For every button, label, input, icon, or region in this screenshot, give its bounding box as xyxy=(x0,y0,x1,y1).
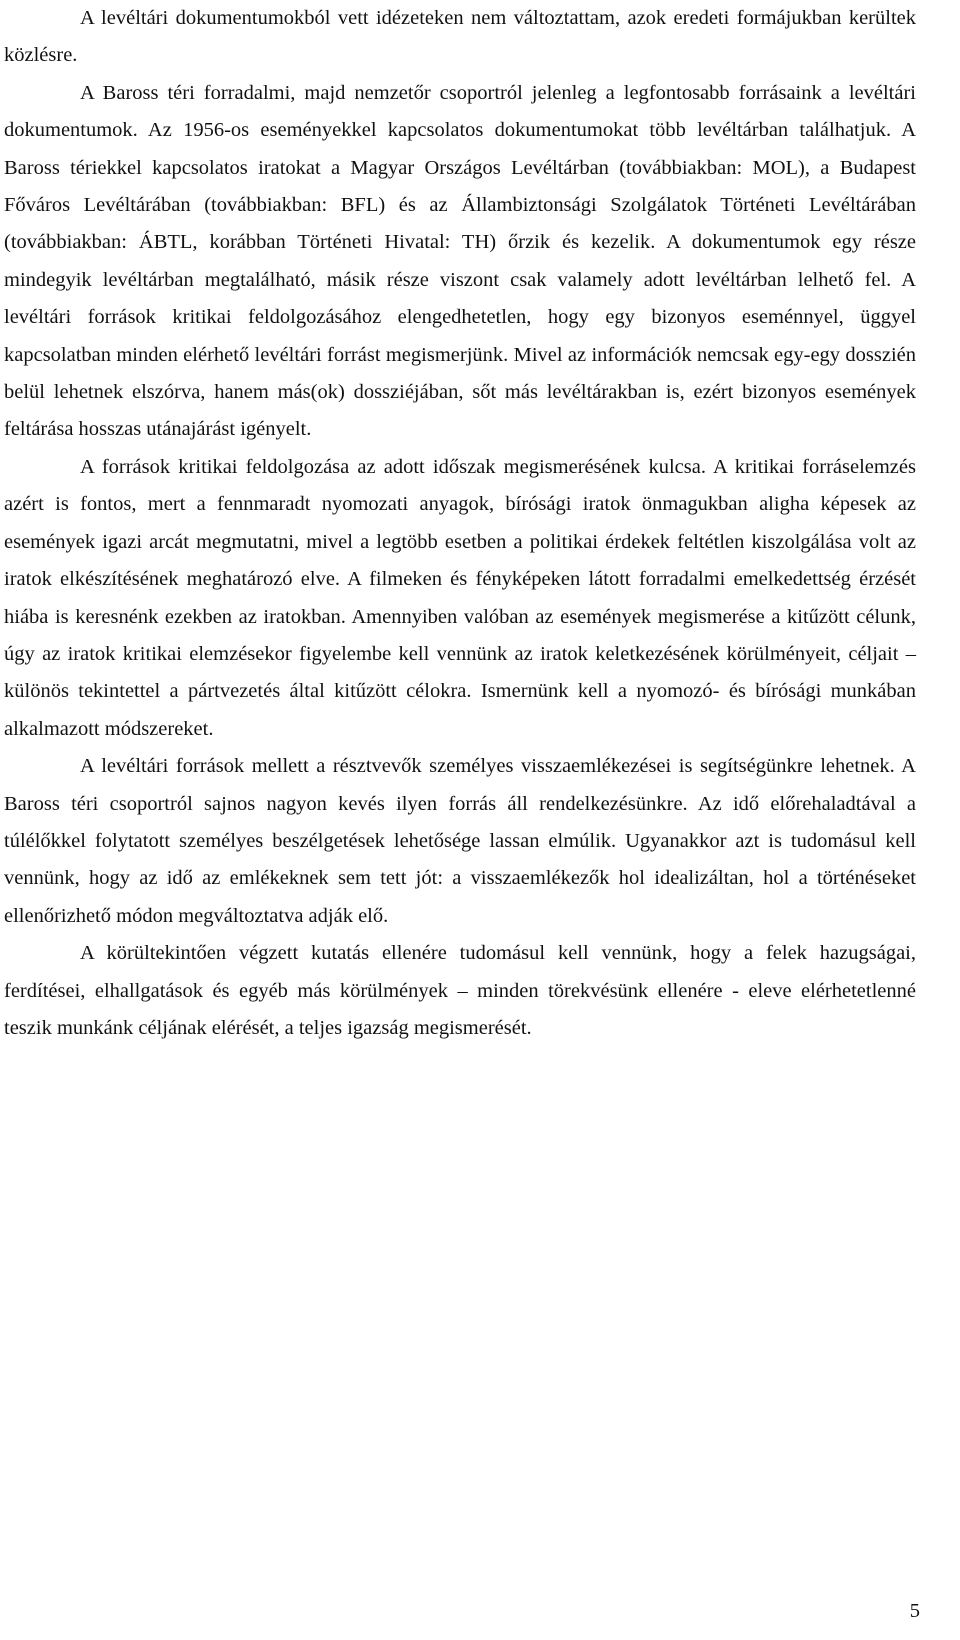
paragraph-3: A források kritikai feldolgozása az adott időszak megismerésének kulcsa. A kritikai forráselemzés azért is fontos, mert a fennmaradt nyomozati anyagok, bírósági iratok önmagukban aligha képesek az események igazi arcát megmutatni, mivel a legtöbb esetben a politikai érdekek feltétlen kiszolgálása volt az iratok elkészítésének meghatározó elve. A filmeken és fényképeken látott forradalmi emelkedettség érzését hiába is keresnénk ezekben az iratokban. Amennyiben valóban az események megismerése a kitűzött célunk, úgy az iratok kritikai elemzésekor figyelembe kell vennünk az iratok keletkezésének körülményeit, céljait – különös tekintettel a pártvezetés által kitűzött célokra. Ismernünk kell a nyomozó- és bírósági munkában alkalmazott módszereket. xyxy=(4,455,916,740)
paragraph-4: A levéltári források mellett a résztvevők személyes visszaemlékezései is segítségünkre lehetnek. A Baross téri csoportról sajnos nagyon kevés ilyen forrás áll rendelkezésünkre. Az idő előrehaladtával a túlélőkkel folytatott személyes beszélgetések lehetősége lassan elmúlik. Ugyanakkor azt is tudomásul kell vennünk, hogy az idő az emlékeknek sem tett jót: a visszaemlékezők hol idealizáltan, hol a történéseket ellenőrizhető módon megváltoztatva adják elő. xyxy=(4,755,916,927)
paragraph-2: A Baross téri forradalmi, majd nemzetőr csoportról jelenleg a legfontosabb forrásaink a levéltári dokumentumok. Az 1956-os eseményekkel kapcsolatos dokumentumokat több levéltárban találhatjuk. A Baross tériekkel kapcsolatos iratokat a Magyar Országos Levéltárban (továbbiakban: MOL), a Budapest Főváros Levéltárában (továbbiakban: BFL) és az Állambiztonsági Szolgálatok Történeti Levéltárában (továbbiakban: ÁBTL, korábban Történeti Hivatal: TH) őrzik és kezelik. A dokumentumok egy része mindegyik levéltárban megtalálható, másik része viszont csak valamely adott levéltárban lelhető fel. A levéltári források kritikai feldolgozásához elengedhetetlen, hogy egy bizonyos eseménnyel, üggyel kapcsolatban minden elérhető levéltári forrást megismerjünk. Mivel az információk nemcsak egy-egy dosszién belül lehetnek elszórva, hanem más(ok) dossziéjában, sőt más levéltárakban is, ezért bizonyos események feltárása hosszas utánajárást igényelt. xyxy=(4,81,916,441)
page-number: 5 xyxy=(909,1600,920,1622)
paragraph-5: A körültekintően végzett kutatás ellenére tudomásul kell vennünk, hogy a felek hazugságai, ferdítései, elhallgatások és egyéb más körülmények – minden törekvésünk ellenére - eleve elérhetetlenné teszik munkánk céljának elérését, a teljes igazság megismerését. xyxy=(4,942,916,1039)
paragraph-1: A levéltári dokumentumokból vett idézeteken nem változtattam, azok eredeti formájukban kerültek közlésre. xyxy=(4,7,916,67)
document-page xyxy=(4,0,916,1047)
